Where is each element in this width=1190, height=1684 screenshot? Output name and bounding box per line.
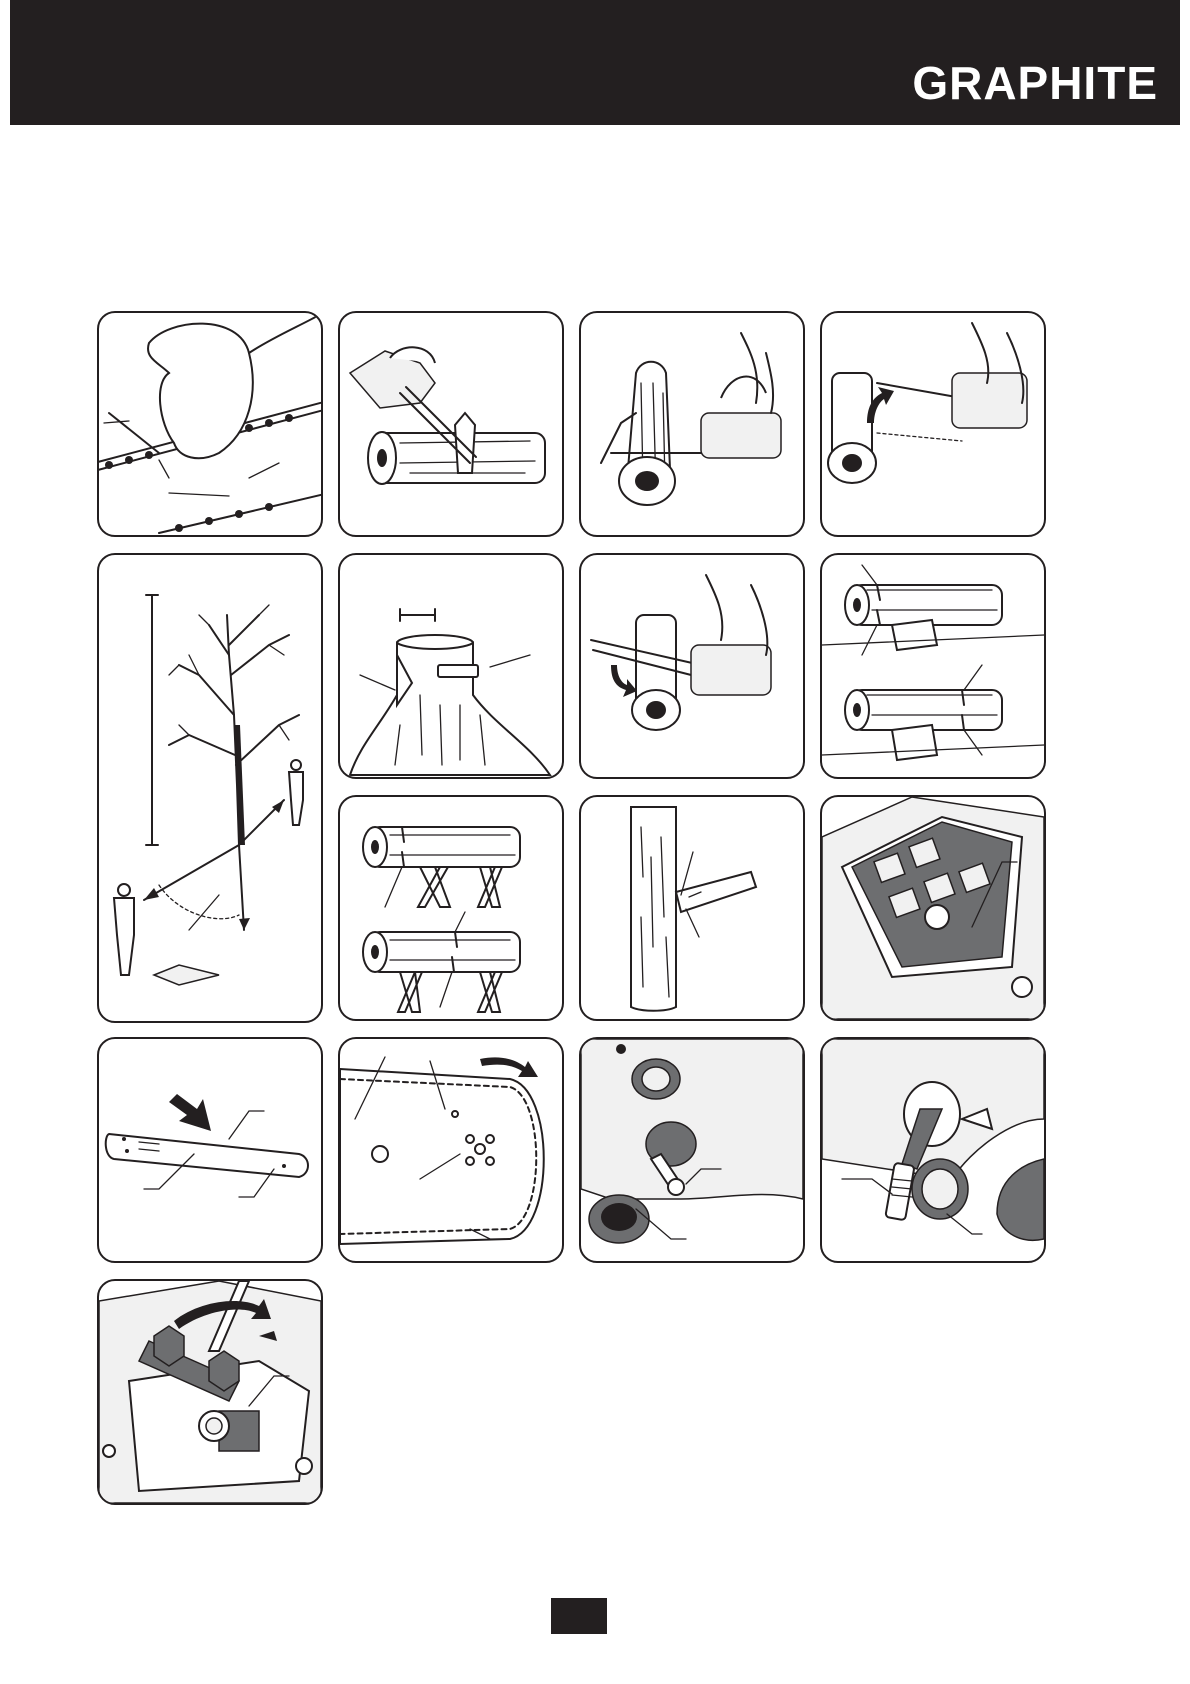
figure-felling-notch-on-stump [338, 553, 564, 779]
figure-log-supported-cut-marks [820, 553, 1046, 779]
figure-fuel-tank-cap [579, 1037, 805, 1263]
figure-log-cutting-upward-arrow [820, 311, 1046, 537]
figure-spark-plug-wrench [97, 1279, 323, 1505]
figure-log-on-sawhorses-cut-marks [338, 795, 564, 1021]
figure-oil-tank-cap-filter [820, 1037, 1046, 1263]
figure-guide-bar-lubrication [97, 1037, 323, 1263]
figure-log-cutting-downward-arrow [579, 553, 805, 779]
figure-log-cutting-from-above [579, 311, 805, 537]
figure-tree-felling-escape-routes [97, 553, 323, 1023]
figure-limbing-standing-trunk [579, 795, 805, 1021]
page-header [10, 0, 1180, 125]
page-number-box [551, 1598, 607, 1634]
figure-chain-on-guide-bar-rotation [338, 1037, 564, 1263]
graphite-logo: GRAPHITE [912, 57, 1158, 109]
figure-chain-tension-check [97, 311, 323, 537]
figure-air-filter-cover [820, 795, 1046, 1021]
figure-chainsaw-cutting-log-on-ground [338, 311, 564, 537]
